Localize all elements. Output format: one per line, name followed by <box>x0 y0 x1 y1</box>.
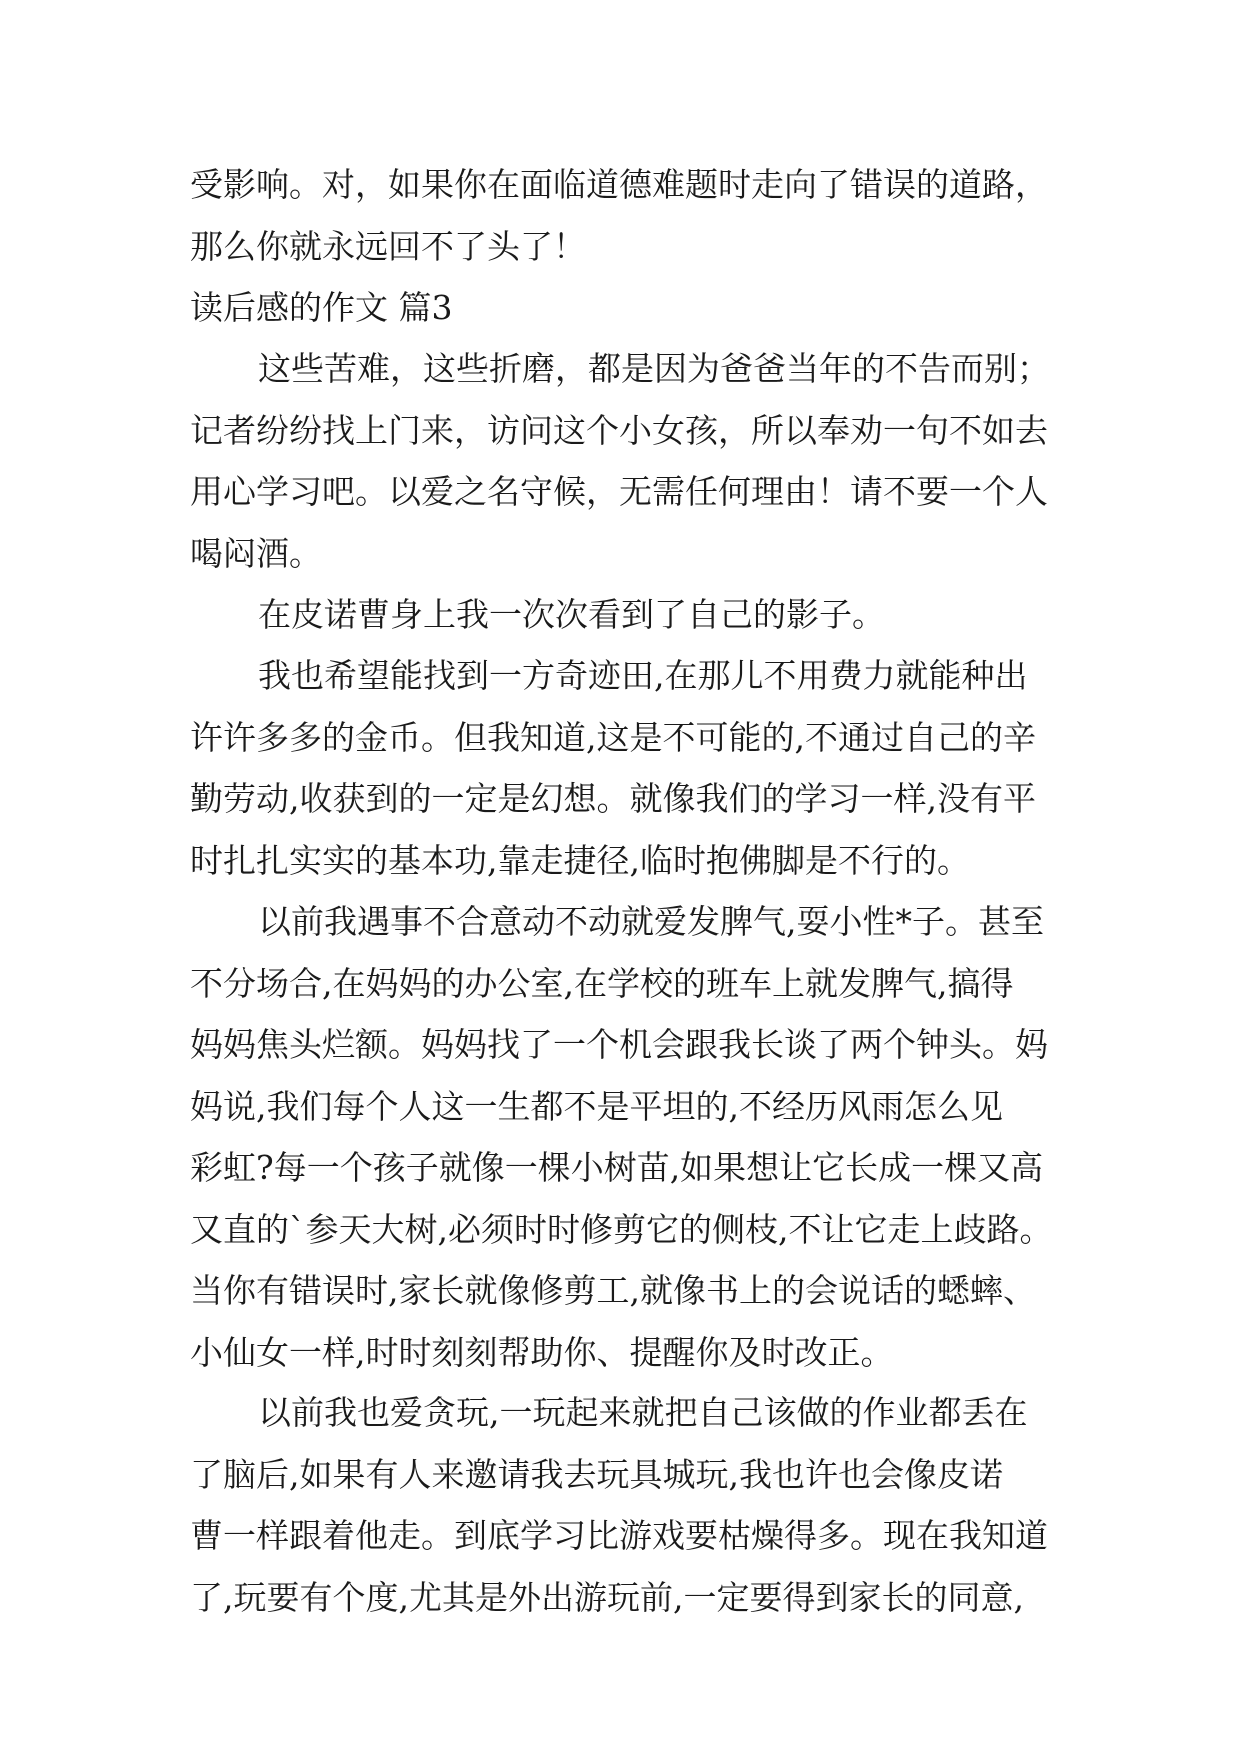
paragraph-4 <box>190 891 1070 1383</box>
text-line: 又直的`参天大树,必须时时修剪它的侧枝,不让它走上歧路。 <box>190 1209 1053 1249</box>
paragraph-5 <box>190 1382 1070 1628</box>
text-line: 不分场合,在妈妈的办公室,在学校的班车上就发脾气,搞得 <box>190 963 1014 1003</box>
text-line: 这些苦难，这些折磨，都是因为爸爸当年的不告而别； <box>258 349 1050 388</box>
section-heading: 读后感的作文 篇3 <box>190 288 453 327</box>
text-line: 了脑后,如果有人来邀请我去玩具城玩,我也许也会像皮诺 <box>190 1454 1003 1494</box>
text-line: 喝闷酒。 <box>190 533 322 573</box>
text-line: 记者纷纷找上门来，访问这个小女孩，所以奉劝一句不如去 <box>190 410 1048 450</box>
text-line: 勤劳动,收获到的一定是幻想。就像我们的学习一样,没有平 <box>190 779 1036 818</box>
text-line: 妈说,我们每个人这一生都不是平坦的,不经历风雨怎么见 <box>190 1086 1003 1126</box>
text-line: 彩虹?每一个孩子就像一棵小树苗,如果想让它长成一棵又高 <box>190 1148 1044 1187</box>
text-line: 了,玩要有个度,尤其是外出游玩前,一定要得到家长的同意, <box>190 1577 1024 1617</box>
text-line: 曹一样跟着他走。到底学习比游戏要枯燥得多。现在我知道 <box>190 1516 1048 1555</box>
text-line: 当你有错误时,家长就像修剪工,就像书上的会说话的蟋蟀、 <box>190 1271 1036 1310</box>
text-line: 用心学习吧。以爱之名守候，无需任何理由！请不要一个人 <box>190 472 1048 511</box>
text-line: 以前我也爱贪玩,一玩起来就把自己该做的作业都丢在 <box>258 1393 1028 1432</box>
text-line: 我也希望能找到一方奇迹田,在那儿不用费力就能种出 <box>258 656 1028 695</box>
paragraph-1 <box>190 338 1070 584</box>
paragraph-3 <box>190 645 1070 891</box>
text-line: 时扎扎实实的基本功,靠走捷径,临时抱佛脚是不行的。 <box>190 840 970 880</box>
text-line: 以前我遇事不合意动不动就爱发脾气,耍小性*子。甚至 <box>258 902 1044 941</box>
text-line: 妈妈焦头烂额。妈妈找了一个机会跟我长谈了两个钟头。妈 <box>190 1025 1048 1064</box>
text-line: 那么你就永远回不了头了！ <box>190 226 586 266</box>
text-line: 许许多多的金币。但我知道,这是不可能的,不通过自己的辛 <box>190 717 1036 757</box>
text-line: 在皮诺曹身上我一次次看到了自己的影子。 <box>258 595 885 634</box>
text-line: 受影响。对，如果你在面临道德难题时走向了错误的道路， <box>190 165 1048 204</box>
paragraph-2 <box>190 584 1070 646</box>
text-line: 小仙女一样,时时刻刻帮助你、提醒你及时改正。 <box>190 1332 894 1372</box>
intro-text <box>190 154 1070 339</box>
